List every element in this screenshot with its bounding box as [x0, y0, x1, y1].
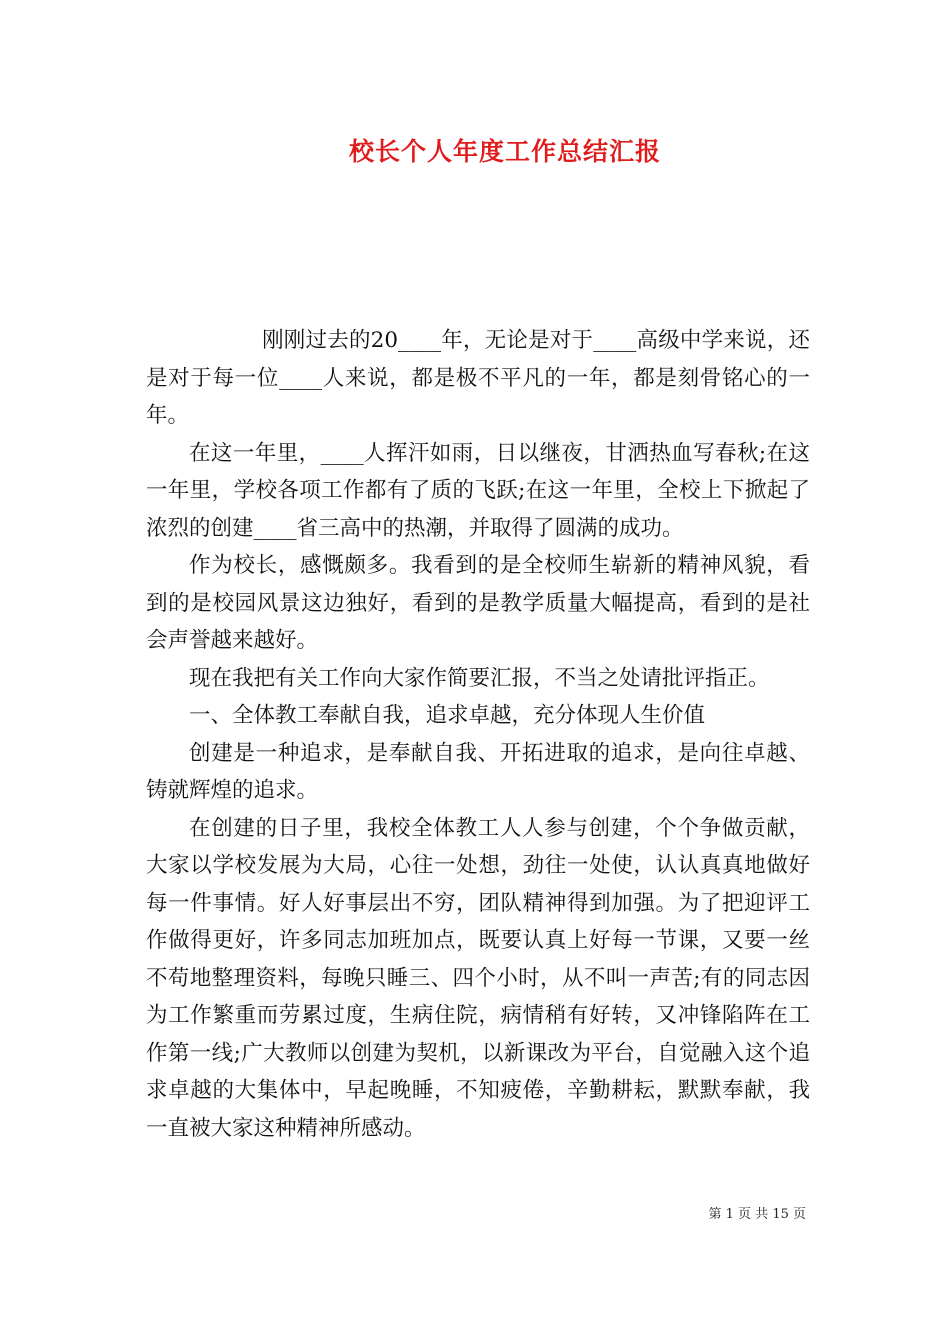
- document-title: 校长个人年度工作总结汇报: [348, 137, 661, 166]
- page-number: 第 1 页 共 15 页: [708, 1207, 806, 1222]
- paragraph-reflection: 作为校长，感慨颇多。我看到的是全校师生崭新的精神风貌，看到的是校园风景这边独好，看到的是教学质量大幅提高，看到的是社会声誉越来越好。: [146, 553, 810, 653]
- paragraph-report-intro: 现在我把有关工作向大家作简要汇报，不当之处请批评指正。: [189, 665, 770, 691]
- paragraph-pursuit: 创建是一种追求，是奉献自我、开拓进取的追求，是向往卓越、铸就辉煌的追求。: [146, 740, 810, 803]
- section-heading-1: 一、全体教工奉献自我，追求卓越，充分体现人生价值: [189, 703, 706, 728]
- paragraph-intro: 刚刚过去的20____年，无论是对于____高级中学来说，还是对于每一位____人来说，都是极不平凡的一年，都是刻骨铭心的一年。: [146, 328, 810, 428]
- paragraph-year-review: 在这一年里，____人挥汗如雨，日以继夜，甘洒热血写春秋;在这一年里，学校各项工作都有了质的飞跃;在这一年里，全校上下掀起了浓烈的创建____省三高中的热潮，并取得了圆满的成功。: [146, 440, 810, 541]
- document-body: [146, 322, 810, 1147]
- paragraph-staff-dedication: 在创建的日子里，我校全体教工人人参与创建，个个争做贡献，大家以学校发展为大局，心往一处想，劲往一处使，认认真真地做好每一件事情。好人好事层出不穷，团队精神得到加强。为了把迎评工作做得更好，许多同志加班加点，既要认真上好每一节课，又要一丝不苟地整理资料，每晚只睡三、四个小时，从不叫一声苦;有的同志因为工作繁重而劳累过度，生病住院，病情稍有好转，又冲锋陷阵在工作第一线;广大教师以创建为契机，以新课改为平台，自觉融入这个追求卓越的大集体中，早起晚睡，不知疲倦，辛勤耕耘，默默奉献，我一直被大家这种精神所感动。: [146, 815, 810, 1141]
